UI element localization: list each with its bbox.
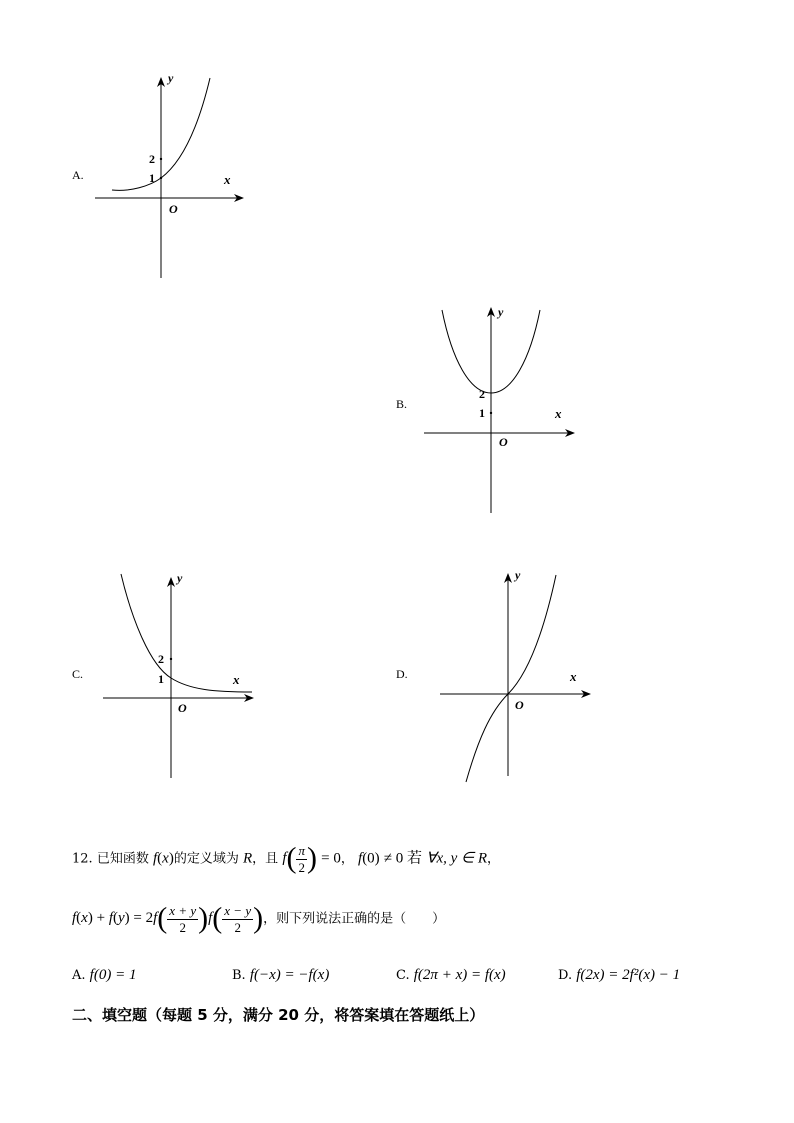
origin-label: O	[499, 435, 508, 449]
origin-label: O	[515, 698, 524, 712]
tick-label-2: 2	[158, 652, 164, 666]
x-axis-label: x	[233, 672, 240, 687]
option-d-label: D.	[396, 667, 408, 681]
domain-text: 的定义域为	[173, 851, 239, 867]
question-12-line-1: 12. 已知函数 f(x)的定义域为 R，且 f( $\frac{\pi}{2}$ ) = 0， f(0) ≠ 0 若 ∀x, y ∈ R，	[72, 842, 501, 875]
tick-label-2: 2	[149, 152, 155, 166]
tick-label-2: 2	[479, 387, 485, 401]
x-axis-label: x	[224, 172, 231, 187]
and-text: ，且	[252, 851, 279, 867]
x-axis-label: x	[570, 669, 577, 684]
choice-c[interactable]: C. f(2π + x) = f(x)	[396, 967, 506, 983]
question-tail: ，则下列说法正确的是（ ）	[263, 911, 446, 927]
option-a-label: A.	[72, 168, 84, 182]
tick-label-1: 1	[149, 171, 155, 185]
y-axis-label: y	[177, 571, 183, 585]
origin-label: O	[169, 202, 178, 216]
choice-d[interactable]: D. f(2x) = 2f²(x) − 1	[558, 967, 681, 983]
choice-a[interactable]: A. f(0) = 1	[72, 967, 137, 983]
question-intro: 已知函数	[96, 851, 149, 867]
y-axis-label: y	[515, 568, 521, 582]
option-b-label: B.	[396, 397, 408, 411]
option-c-label: C.	[72, 667, 84, 681]
x-axis-label: x	[555, 406, 562, 421]
y-axis-label: y	[498, 305, 504, 319]
y-axis-label: y	[168, 71, 174, 85]
eq-zero: = 0	[321, 850, 341, 867]
neq-text: ≠ 0 若	[383, 850, 423, 867]
tick-label-1: 1	[158, 672, 164, 686]
functional-equation: f(x) + f(y) = 2f( $\frac{x + y}{2}$ )f( $\frac{x - y}{2}$ )	[72, 902, 264, 935]
origin-label: O	[178, 701, 187, 715]
question-number: 12.	[72, 851, 93, 867]
question-12-line-2	[72, 902, 445, 936]
choice-b[interactable]: B. f(−x) = −f(x)	[232, 967, 330, 983]
section-title: 二、填空题（每题 5 分，满分 20 分，将答案填在答题纸上）	[72, 1006, 485, 1024]
tick-label-1: 1	[479, 406, 485, 420]
curve-d	[466, 575, 556, 782]
forall-text: ∀x, y ∈ R	[426, 850, 488, 867]
